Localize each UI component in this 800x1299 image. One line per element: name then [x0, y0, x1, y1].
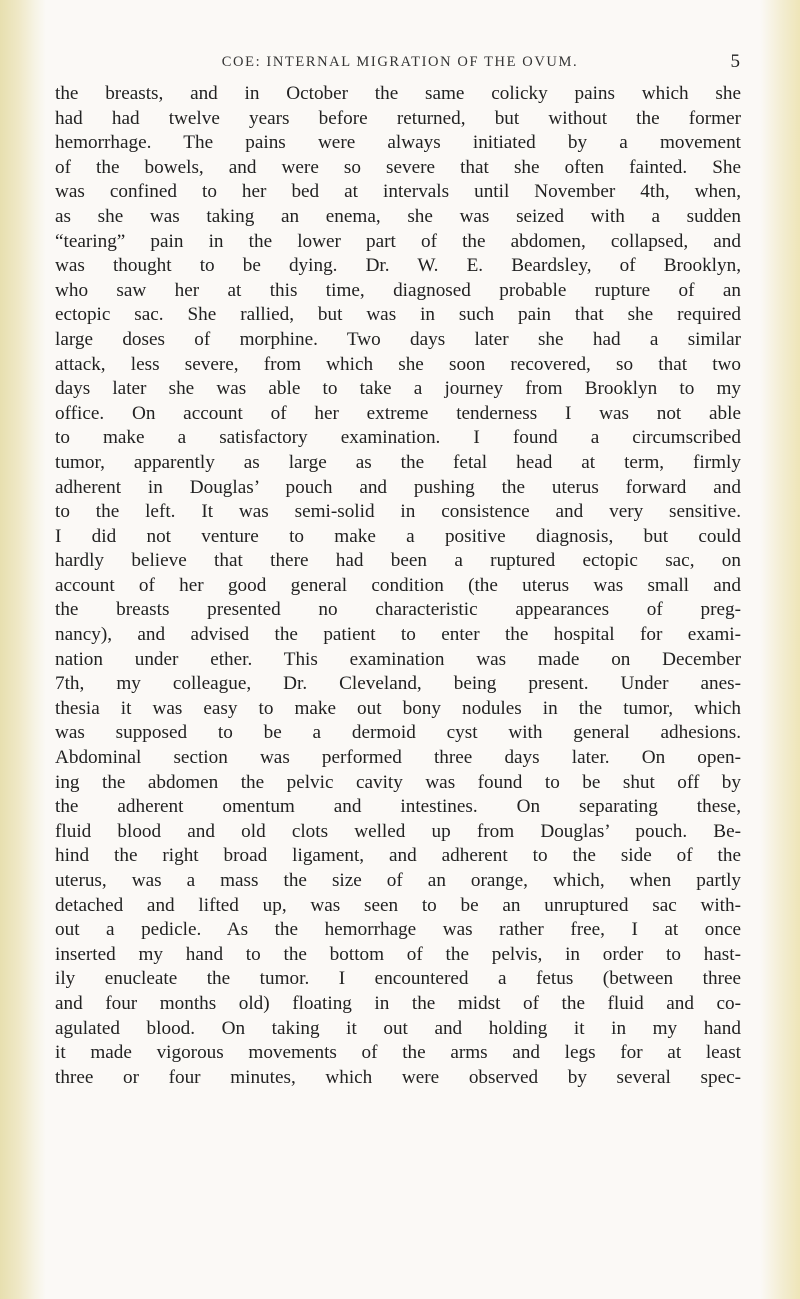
text-line: to the left. It was semi-solid in consistence and very sensitive. — [55, 501, 741, 523]
body-text — [55, 82, 741, 1090]
text-line: adherent in Douglas’ pouch and pushing the uterus forward and — [55, 476, 741, 498]
running-title: COE: INTERNAL MIGRATION OF THE OVUM. — [221, 54, 579, 70]
page-number: 5 — [730, 51, 740, 72]
text-line: of the bowels, and were so severe that she often fainted. She — [55, 156, 741, 178]
text-line: ily enucleate the tumor. I encountered a fetus (between three — [55, 968, 741, 990]
text-line: account of her good general condition (the uterus was small and — [55, 574, 741, 596]
text-line: agulated blood. On taking it out and holding it in my hand — [55, 1017, 741, 1039]
text-line: out a pedicle. As the hemorrhage was rather free, I at once — [55, 919, 741, 941]
text-line: tumor, apparently as large as the fetal head at term, firmly — [55, 451, 741, 473]
text-line: 7th, my colleague, Dr. Cleveland, being present. Under anes- — [55, 673, 741, 695]
text-line: attack, less severe, from which she soon recovered, so that two — [55, 353, 741, 375]
text-line: the breasts, and in October the same colicky pains which she — [55, 83, 741, 104]
text-line: who saw her at this time, diagnosed probable rupture of an — [55, 279, 741, 301]
text-line: days later she was able to take a journey from Brooklyn to my — [55, 378, 741, 400]
text-line: ectopic sac. She rallied, but was in such pain that she required — [55, 304, 741, 326]
text-line: the breasts presented no characteristic appearances of preg- — [55, 599, 741, 621]
text-line: nation under ether. This examination was made on December — [55, 648, 741, 670]
text-line: as she was taking an enema, she was seized with a sudden — [55, 205, 741, 227]
text-line: detached and lifted up, was seen to be an unruptured sac with- — [55, 894, 741, 916]
text-line: “tearing” pain in the lower part of the abdomen, collapsed, and — [55, 230, 741, 252]
text-line: was supposed to be a dermoid cyst with general adhesions. — [55, 722, 741, 744]
text-line: office. On account of her extreme tenderness I was not able — [55, 402, 741, 424]
text-line: hardly believe that there had been a ruptured ectopic sac, on — [55, 550, 741, 572]
text-line: Abdominal section was performed three days later. On open- — [55, 747, 741, 769]
text-line: thesia it was easy to make out bony nodules in the tumor, which — [55, 697, 741, 719]
text-line: to make a satisfactory examination. I found a circumscribed — [55, 427, 741, 449]
text-line: hemorrhage. The pains were always initiated by a movement — [55, 132, 741, 154]
text-line: the adherent omentum and intestines. On separating these, — [55, 796, 741, 818]
text-line: nancy), and advised the patient to enter the hospital for exami- — [55, 624, 741, 646]
text-line: three or four minutes, which were observed by several spec- — [55, 1066, 741, 1088]
text-line: inserted my hand to the bottom of the pelvis, in order to hast- — [55, 943, 741, 965]
text-line: was thought to be dying. Dr. W. E. Beardsley, of Brooklyn, — [55, 255, 741, 277]
text-line: hind the right broad ligament, and adherent to the side of the — [55, 845, 741, 867]
text-line: ing the abdomen the pelvic cavity was found to be shut off by — [55, 771, 741, 793]
text-line: and four months old) floating in the midst of the fluid and co- — [55, 992, 741, 1014]
text-line: it made vigorous movements of the arms and legs for at least — [55, 1042, 741, 1064]
text-line: was confined to her bed at intervals until November 4th, when, — [55, 181, 741, 203]
text-line: I did not venture to make a positive diagnosis, but could — [55, 525, 741, 547]
text-line: fluid blood and old clots welled up from Douglas’ pouch. Be- — [55, 820, 741, 842]
text-line: large doses of morphine. Two days later she had a similar — [55, 328, 741, 350]
text-line: uterus, was a mass the size of an orange, which, when partly — [55, 870, 741, 891]
text-line: had had twelve years before returned, but without the former — [55, 107, 741, 129]
running-head — [60, 51, 740, 78]
